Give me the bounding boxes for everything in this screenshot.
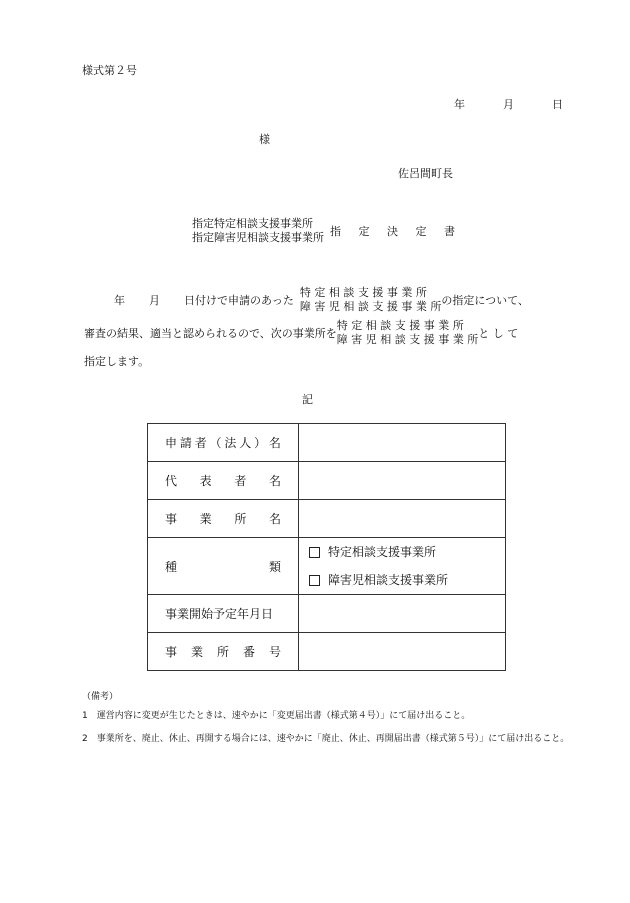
title-line1: 指定特定相談支援事業所	[192, 217, 313, 230]
p2-text: 審査の結果、適当と認められるので、次の事業所を	[84, 327, 337, 340]
addressee-suffix: 様	[259, 133, 270, 146]
table-row	[148, 538, 506, 595]
checkbox-icon[interactable]	[309, 547, 320, 558]
type-label: 種 類	[148, 538, 299, 595]
ki-heading: 記	[302, 393, 313, 406]
title-stack	[192, 217, 324, 245]
p1-month: 月	[149, 294, 160, 307]
table-row	[148, 595, 506, 633]
p2-stack	[337, 319, 478, 347]
document-title	[192, 217, 462, 245]
note-item: 2 事業所を、廃止、休止、再開する場合には、速やかに「廃止、休止、再開届出書（様式第５号）」にて届け出ること。	[82, 734, 570, 744]
start-date-label: 事業開始予定年月日	[148, 595, 299, 633]
applicant-label: 申 請 者 （ 法 人 ） 名	[148, 424, 299, 462]
office-name-value[interactable]	[299, 500, 506, 538]
p2-stack-line2: 障 害 児 相 談 支 援 事 業 所	[336, 333, 479, 346]
date-year: 年	[454, 98, 465, 111]
p1-stack-line1: 特 定 相 談 支 援 事 業 所	[299, 286, 427, 299]
paragraph-line1	[114, 286, 529, 314]
p1-stack-line2: 障 害 児 相 談 支 援 事 業 所	[299, 300, 442, 313]
representative-value[interactable]	[299, 462, 506, 500]
type-option-specific[interactable]: 特定相談支援事業所	[299, 538, 505, 566]
representative-label: 代 表 者 名	[148, 462, 299, 500]
title-line2: 指定障害児相談支援事業所	[192, 231, 324, 244]
table-row	[148, 462, 506, 500]
table-row	[148, 633, 506, 671]
start-date-value[interactable]	[299, 595, 506, 633]
notes-heading: （備考）	[82, 692, 119, 702]
date-month: 月	[503, 98, 514, 111]
application-table	[147, 423, 506, 671]
p2-stack-line1: 特 定 相 談 支 援 事 業 所	[336, 319, 464, 332]
table-row	[148, 424, 506, 462]
p1-stack	[300, 286, 441, 314]
title-suffix: 指 定 決 定 書	[330, 225, 462, 238]
office-name-label: 事 業 所 名	[148, 500, 299, 538]
office-number-label: 事 業 所 番 号	[148, 633, 299, 671]
p1-text: 日付けで申請のあった	[184, 294, 294, 307]
type-options	[299, 538, 506, 595]
issuer-name: 佐呂間町長	[398, 167, 453, 180]
table-row	[148, 500, 506, 538]
p1-year: 年	[114, 294, 125, 307]
note-item: 1 運営内容に変更が生じたときは、速やかに「変更届出書（様式第４号）」にて届け出ること。	[82, 711, 471, 721]
office-number-value[interactable]	[299, 633, 506, 671]
paragraph-line2	[84, 319, 518, 347]
checkbox-icon[interactable]	[309, 575, 320, 586]
paragraph-line3: 指定します。	[84, 355, 150, 368]
p2-tail: と し て	[478, 327, 519, 340]
date-day: 日	[552, 98, 563, 111]
applicant-value[interactable]	[299, 424, 506, 462]
type-option-child[interactable]: 障害児相談支援事業所	[299, 566, 505, 594]
form-number: 様式第２号	[82, 64, 137, 77]
date-line	[454, 96, 563, 112]
p1-tail: の指定について、	[441, 294, 529, 307]
